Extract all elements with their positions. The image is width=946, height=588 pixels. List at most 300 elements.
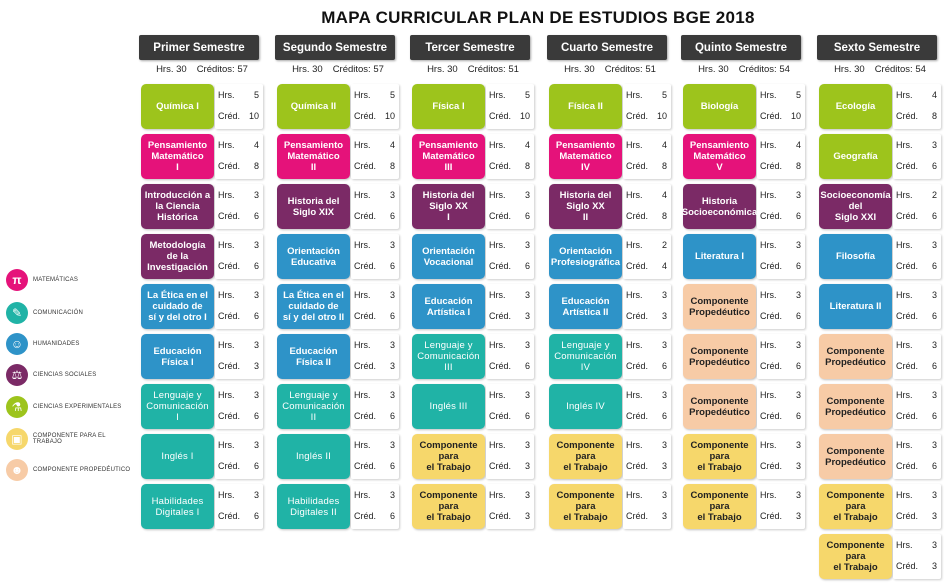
course-card[interactable]	[549, 484, 671, 529]
course-card[interactable]	[277, 234, 399, 279]
course-hours-row	[626, 340, 667, 350]
course-info	[351, 434, 399, 479]
course-card[interactable]	[683, 84, 805, 129]
course-hours-row	[218, 390, 259, 400]
course-name[interactable]: Pensamiento Matemático IV	[549, 134, 622, 179]
course-credits-row	[354, 211, 395, 221]
hours-value: 5	[661, 90, 667, 100]
semester-header[interactable]: Quinto Semestre	[681, 35, 801, 60]
course-name[interactable]: Inglés IV	[549, 384, 622, 429]
course-credits-row	[626, 461, 667, 471]
credits-label: Créd.	[760, 211, 783, 221]
course-hours-row	[896, 390, 937, 400]
credits-value: 6	[931, 461, 937, 471]
hours-label: Hrs.	[218, 290, 235, 300]
semester-credits: Créditos: 54	[738, 64, 790, 75]
credits-label: Créd.	[489, 361, 512, 371]
course-card[interactable]	[412, 184, 534, 229]
credits-value: 4	[661, 261, 667, 271]
course-hours-row	[354, 440, 395, 450]
course-hours-row	[489, 240, 530, 250]
course-info	[757, 484, 805, 529]
course-card[interactable]	[141, 434, 263, 479]
course-card[interactable]	[819, 484, 941, 529]
course-card[interactable]	[819, 284, 941, 329]
course-card[interactable]	[277, 134, 399, 179]
course-card[interactable]	[683, 384, 805, 429]
course-name[interactable]: Componente para el Trabajo	[819, 484, 892, 529]
course-hours-row	[626, 240, 667, 250]
credits-value: 10	[656, 111, 667, 121]
hours-value: 3	[524, 440, 530, 450]
course-credits-row	[626, 511, 667, 521]
credits-value: 6	[253, 311, 259, 321]
course-name[interactable]: La Ética en el cuidado de sí y del otro I	[141, 284, 214, 329]
course-card[interactable]	[412, 234, 534, 279]
course-credits-row	[896, 361, 937, 371]
course-hours-row	[218, 190, 259, 200]
course-card[interactable]	[819, 184, 941, 229]
credits-value: 3	[524, 461, 530, 471]
hours-value: 3	[795, 290, 801, 300]
course-card[interactable]	[412, 284, 534, 329]
course-card[interactable]	[683, 334, 805, 379]
course-name[interactable]: Habilidades Digitales I	[141, 484, 214, 529]
course-card[interactable]	[412, 434, 534, 479]
course-name[interactable]: Educación Artística I	[412, 284, 485, 329]
hours-label: Hrs.	[489, 340, 506, 350]
course-name[interactable]: Lenguaje y Comunicación III	[412, 334, 485, 379]
hours-value: 3	[389, 440, 395, 450]
course-credits-row	[896, 311, 937, 321]
course-name[interactable]: Componente para el Trabajo	[549, 484, 622, 529]
course-hours-row	[489, 340, 530, 350]
semester-summary	[267, 62, 409, 78]
course-card[interactable]	[277, 384, 399, 429]
course-hours-row	[489, 90, 530, 100]
course-card[interactable]	[277, 434, 399, 479]
hours-label: Hrs.	[354, 190, 371, 200]
hours-value: 3	[931, 140, 937, 150]
course-name[interactable]: Habilidades Digitales II	[277, 484, 350, 529]
course-name[interactable]: Componente para el Trabajo	[412, 434, 485, 479]
hours-label: Hrs.	[489, 290, 506, 300]
course-credits-row	[760, 461, 801, 471]
course-credits-row	[489, 461, 530, 471]
course-name[interactable]: Historia del Siglo XX I	[412, 184, 485, 229]
course-card[interactable]	[277, 184, 399, 229]
credits-label: Créd.	[489, 511, 512, 521]
credits-label: Créd.	[896, 511, 919, 521]
semester-credits: Créditos: 51	[604, 64, 656, 75]
hours-value: 3	[931, 340, 937, 350]
course-credits-row	[218, 311, 259, 321]
hours-label: Hrs.	[760, 90, 777, 100]
course-card[interactable]	[819, 534, 941, 579]
course-card[interactable]	[683, 134, 805, 179]
credits-label: Créd.	[354, 161, 377, 171]
course-name[interactable]: Historia del Siglo XIX	[277, 184, 350, 229]
hours-value: 3	[795, 390, 801, 400]
course-name[interactable]: Filosofía	[819, 234, 892, 279]
hours-value: 3	[253, 240, 259, 250]
course-card[interactable]	[683, 434, 805, 479]
course-name[interactable]: Inglés I	[141, 434, 214, 479]
course-name[interactable]: Pensamiento Matemático I	[141, 134, 214, 179]
hours-value: 3	[524, 240, 530, 250]
course-credits-row	[626, 261, 667, 271]
chat-icon: ✎	[6, 302, 28, 324]
course-credits-row	[489, 111, 530, 121]
course-name[interactable]: Componente Propedéutico	[683, 384, 756, 429]
hours-label: Hrs.	[626, 490, 643, 500]
course-name[interactable]: Componente Propedéutico	[683, 284, 756, 329]
credits-label: Créd.	[626, 261, 649, 271]
course-card[interactable]	[549, 84, 671, 129]
course-card[interactable]	[683, 284, 805, 329]
course-card[interactable]	[277, 284, 399, 329]
credits-label: Créd.	[896, 211, 919, 221]
course-name[interactable]: Pensamiento Matemático V	[683, 134, 756, 179]
course-credits-row	[218, 511, 259, 521]
course-info	[623, 334, 671, 379]
hours-label: Hrs.	[626, 140, 643, 150]
course-card[interactable]	[819, 434, 941, 479]
course-info	[757, 334, 805, 379]
credits-value: 8	[661, 211, 667, 221]
credits-value: 3	[524, 311, 530, 321]
hours-value: 3	[661, 390, 667, 400]
course-credits-row	[896, 261, 937, 271]
course-credits-row	[489, 511, 530, 521]
course-credits-row	[896, 211, 937, 221]
credits-value: 6	[253, 461, 259, 471]
course-name[interactable]: Introducción a la Ciencia Histórica	[141, 184, 214, 229]
course-hours-row	[218, 140, 259, 150]
course-name[interactable]: Componente para el Trabajo	[549, 434, 622, 479]
course-credits-row	[626, 111, 667, 121]
credits-label: Créd.	[896, 411, 919, 421]
semester-header[interactable]: Tercer Semestre	[410, 35, 530, 60]
semester-summary	[539, 62, 681, 78]
credits-label: Créd.	[896, 161, 919, 171]
credits-label: Créd.	[896, 261, 919, 271]
credits-label: Créd.	[896, 361, 919, 371]
briefcase-icon: ▣	[6, 428, 28, 450]
course-name[interactable]: Componente Propedéutico	[819, 334, 892, 379]
course-name[interactable]: Inglés II	[277, 434, 350, 479]
course-credits-row	[896, 411, 937, 421]
course-credits-row	[489, 311, 530, 321]
hours-label: Hrs.	[354, 440, 371, 450]
course-card[interactable]	[277, 334, 399, 379]
course-info	[215, 84, 263, 129]
credits-label: Créd.	[626, 311, 649, 321]
credits-label: Créd.	[354, 211, 377, 221]
course-info	[893, 434, 941, 479]
credits-label: Créd.	[489, 311, 512, 321]
course-info	[215, 284, 263, 329]
hours-value: 3	[253, 490, 259, 500]
course-card[interactable]	[141, 384, 263, 429]
semester-header[interactable]: Cuarto Semestre	[547, 35, 667, 60]
course-hours-row	[896, 90, 937, 100]
course-name[interactable]: Componente para el Trabajo	[683, 484, 756, 529]
semester-credits: Créditos: 57	[332, 64, 384, 75]
course-card[interactable]	[277, 84, 399, 129]
semester-summary	[673, 62, 815, 78]
course-card[interactable]	[412, 334, 534, 379]
course-credits-row	[354, 161, 395, 171]
course-name[interactable]: Lenguaje y Comunicación II	[277, 384, 350, 429]
course-card[interactable]	[549, 334, 671, 379]
course-info	[757, 184, 805, 229]
course-credits-row	[896, 561, 937, 571]
credits-value: 6	[931, 211, 937, 221]
course-card[interactable]	[412, 484, 534, 529]
course-card[interactable]	[819, 384, 941, 429]
course-credits-row	[626, 361, 667, 371]
course-info	[757, 134, 805, 179]
course-name[interactable]: Ecología	[819, 84, 892, 129]
course-hours-row	[896, 490, 937, 500]
course-name[interactable]: Componente para el Trabajo	[819, 534, 892, 579]
course-name[interactable]: Geografía	[819, 134, 892, 179]
course-hours-row	[896, 440, 937, 450]
course-hours-row	[896, 340, 937, 350]
credits-label: Créd.	[896, 111, 919, 121]
credits-label: Créd.	[760, 261, 783, 271]
legend-label: HUMANIDADES	[33, 341, 80, 347]
course-card[interactable]	[277, 484, 399, 529]
course-info	[486, 284, 534, 329]
course-name[interactable]: Orientación Vocacional	[412, 234, 485, 279]
course-card[interactable]	[412, 384, 534, 429]
legend-item	[6, 302, 136, 324]
course-card[interactable]	[683, 234, 805, 279]
course-hours-row	[626, 290, 667, 300]
course-hours-row	[354, 90, 395, 100]
course-info	[623, 434, 671, 479]
course-name[interactable]: Física I	[412, 84, 485, 129]
course-hours-row	[626, 390, 667, 400]
course-card[interactable]	[141, 84, 263, 129]
course-info	[623, 384, 671, 429]
course-info	[893, 534, 941, 579]
course-hours-row	[626, 90, 667, 100]
credits-label: Créd.	[626, 111, 649, 121]
credits-label: Créd.	[218, 461, 241, 471]
course-name[interactable]: Componente Propedéutico	[683, 334, 756, 379]
course-name[interactable]: Pensamiento Matemático III	[412, 134, 485, 179]
course-card[interactable]	[549, 134, 671, 179]
course-hours-row	[896, 240, 937, 250]
course-name[interactable]: Componente para el Trabajo	[683, 434, 756, 479]
course-name[interactable]: Educación Física II	[277, 334, 350, 379]
credits-label: Créd.	[218, 511, 241, 521]
hours-label: Hrs.	[896, 90, 913, 100]
semester-hours: Hrs. 30	[564, 64, 595, 75]
course-name[interactable]: Orientación Educativa	[277, 234, 350, 279]
course-card[interactable]	[549, 434, 671, 479]
hours-value: 2	[931, 190, 937, 200]
course-name[interactable]: Biología	[683, 84, 756, 129]
credits-label: Créd.	[354, 411, 377, 421]
hours-label: Hrs.	[760, 240, 777, 250]
course-name[interactable]: Educación Artística II	[549, 284, 622, 329]
course-info	[351, 484, 399, 529]
credits-value: 6	[389, 261, 395, 271]
credits-value: 6	[253, 211, 259, 221]
semester-column	[809, 35, 946, 78]
semester-header[interactable]: Sexto Semestre	[817, 35, 937, 60]
course-card[interactable]	[141, 484, 263, 529]
legend-label: COMPONENTE PROPEDÉUTICO	[33, 467, 131, 473]
course-credits-row	[760, 211, 801, 221]
semester-column	[673, 35, 815, 78]
hours-value: 4	[253, 140, 259, 150]
hours-label: Hrs.	[760, 440, 777, 450]
hours-label: Hrs.	[489, 90, 506, 100]
course-card[interactable]	[819, 234, 941, 279]
course-info	[215, 484, 263, 529]
course-credits-row	[760, 161, 801, 171]
course-name[interactable]: Metodología de la Investigación	[141, 234, 214, 279]
course-card[interactable]	[141, 134, 263, 179]
hours-value: 4	[524, 140, 530, 150]
credits-label: Créd.	[218, 411, 241, 421]
credits-value: 3	[524, 511, 530, 521]
course-name[interactable]: Historia del Siglo XX II	[549, 184, 622, 229]
hours-value: 3	[524, 490, 530, 500]
course-card[interactable]	[683, 484, 805, 529]
credits-value: 6	[524, 361, 530, 371]
credits-value: 6	[524, 411, 530, 421]
course-name[interactable]: Física II	[549, 84, 622, 129]
course-hours-row	[489, 390, 530, 400]
semester-header[interactable]: Primer Semestre	[139, 35, 259, 60]
credits-label: Créd.	[760, 311, 783, 321]
hours-value: 3	[389, 290, 395, 300]
course-card[interactable]	[141, 234, 263, 279]
credits-value: 6	[795, 411, 801, 421]
credits-value: 6	[524, 261, 530, 271]
legend-label: CIENCIAS EXPERIMENTALES	[33, 404, 122, 410]
course-name[interactable]: Socioeconomía del Siglo XXI	[819, 184, 892, 229]
credits-value: 8	[661, 161, 667, 171]
hours-label: Hrs.	[896, 240, 913, 250]
course-card[interactable]	[141, 184, 263, 229]
course-credits-row	[218, 161, 259, 171]
course-card[interactable]	[819, 334, 941, 379]
course-info	[486, 134, 534, 179]
hours-label: Hrs.	[896, 190, 913, 200]
course-info	[351, 334, 399, 379]
course-hours-row	[218, 440, 259, 450]
course-card[interactable]	[549, 234, 671, 279]
course-card[interactable]	[412, 84, 534, 129]
credits-value: 3	[253, 361, 259, 371]
semester-hours: Hrs. 30	[292, 64, 323, 75]
course-name[interactable]: Inglés III	[412, 384, 485, 429]
semester-hours: Hrs. 30	[834, 64, 865, 75]
course-name[interactable]: Literatura I	[683, 234, 756, 279]
course-card[interactable]	[683, 184, 805, 229]
course-name[interactable]: Orientación Profesiográfica	[549, 234, 622, 279]
semester-summary	[131, 62, 273, 78]
course-hours-row	[760, 490, 801, 500]
course-name[interactable]: La Ética en el cuidado de sí y del otro II	[277, 284, 350, 329]
semester-hours: Hrs. 30	[156, 64, 187, 75]
course-info	[893, 84, 941, 129]
course-card[interactable]	[141, 284, 263, 329]
hours-label: Hrs.	[896, 340, 913, 350]
legend-item	[6, 396, 136, 418]
semester-credits: Créditos: 54	[874, 64, 926, 75]
credits-label: Créd.	[896, 311, 919, 321]
course-name[interactable]: Pensamiento Matemático II	[277, 134, 350, 179]
course-card[interactable]	[412, 134, 534, 179]
credits-value: 3	[931, 561, 937, 571]
course-name[interactable]: Literatura II	[819, 284, 892, 329]
course-hours-row	[354, 140, 395, 150]
course-name[interactable]: Química I	[141, 84, 214, 129]
course-credits-row	[760, 411, 801, 421]
course-hours-row	[760, 140, 801, 150]
course-name[interactable]: Lenguaje y Comunicación I	[141, 384, 214, 429]
course-name[interactable]: Historia Socioeconómica	[683, 184, 756, 229]
course-card[interactable]	[549, 184, 671, 229]
course-name[interactable]: Educación Física I	[141, 334, 214, 379]
course-name[interactable]: Componente para el Trabajo	[412, 484, 485, 529]
semester-header[interactable]: Segundo Semestre	[275, 35, 395, 60]
course-card[interactable]	[819, 134, 941, 179]
course-name[interactable]: Componente Propedéutico	[819, 434, 892, 479]
course-info	[351, 134, 399, 179]
course-credits-row	[489, 261, 530, 271]
hours-value: 3	[795, 240, 801, 250]
course-hours-row	[626, 490, 667, 500]
course-hours-row	[760, 240, 801, 250]
course-info	[623, 284, 671, 329]
semester-column	[402, 35, 544, 78]
course-name[interactable]: Lenguaje y Comunicación IV	[549, 334, 622, 379]
credits-value: 6	[389, 461, 395, 471]
credits-label: Créd.	[354, 461, 377, 471]
course-hours-row	[760, 440, 801, 450]
course-name[interactable]: Componente Propedéutico	[819, 384, 892, 429]
hours-value: 5	[524, 90, 530, 100]
course-info	[623, 134, 671, 179]
course-credits-row	[760, 361, 801, 371]
course-card[interactable]	[141, 334, 263, 379]
course-card[interactable]	[819, 84, 941, 129]
credits-label: Créd.	[354, 311, 377, 321]
hours-value: 3	[931, 440, 937, 450]
course-card[interactable]	[549, 384, 671, 429]
credits-value: 6	[253, 511, 259, 521]
semester-column	[267, 35, 409, 78]
course-name[interactable]: Química II	[277, 84, 350, 129]
course-info	[893, 284, 941, 329]
hours-value: 3	[931, 540, 937, 550]
hours-label: Hrs.	[218, 190, 235, 200]
course-hours-row	[489, 490, 530, 500]
credits-label: Créd.	[354, 361, 377, 371]
credits-label: Créd.	[218, 111, 241, 121]
hours-label: Hrs.	[489, 190, 506, 200]
course-card[interactable]	[549, 284, 671, 329]
